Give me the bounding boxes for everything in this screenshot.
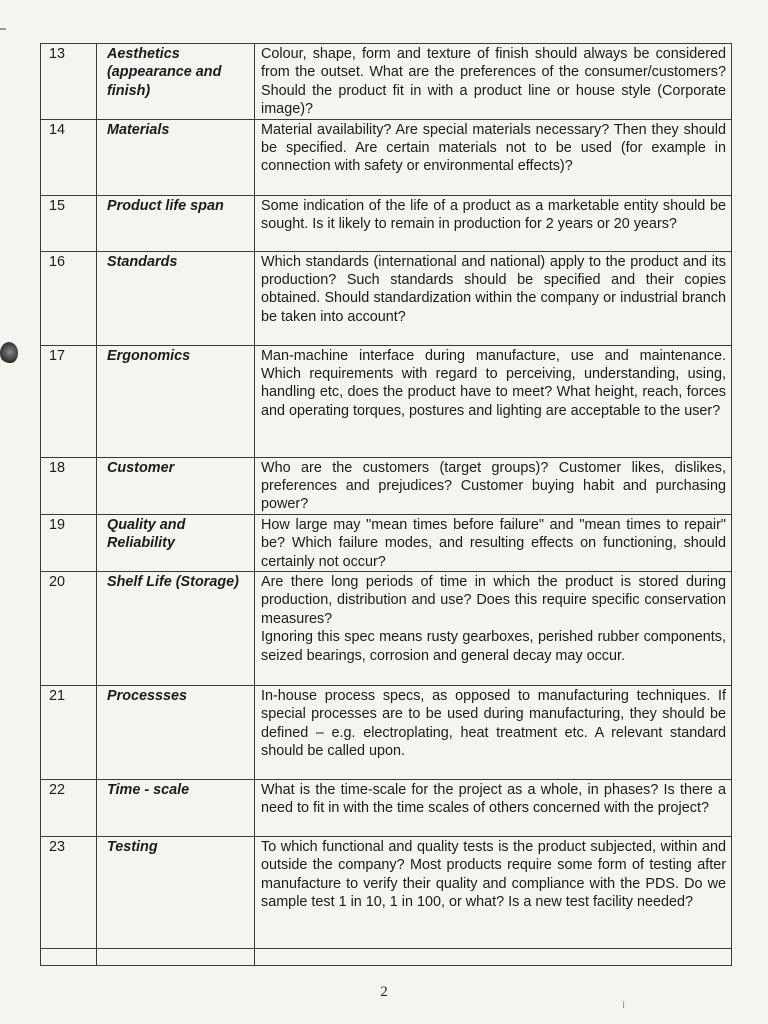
row-description: What is the time-scale for the project as a whole, in phases? Is there a need to fit in with the time scales of others concerned with the project? bbox=[255, 780, 732, 837]
row-description: Man-machine interface during manufacture, use and maintenance. Which requirements with regard to perceiving, understanding, using, handling etc, does the product have to meet? What height, reach, forces and operating torques, postures and lighting are acceptable to the user? bbox=[255, 345, 732, 457]
empty-cell bbox=[97, 949, 255, 966]
table-row bbox=[41, 44, 732, 120]
empty-cell bbox=[41, 949, 97, 966]
row-title: Ergonomics bbox=[97, 345, 255, 457]
row-number: 22 bbox=[41, 780, 97, 837]
table-row bbox=[41, 457, 732, 514]
row-description: Who are the customers (target groups)? Customer likes, dislikes, preferences and prejudices? Customer buying habit and purchasing power? bbox=[255, 457, 732, 514]
row-description-paragraph: Ignoring this spec means rusty gearboxes, perished rubber components, seized bearings, corrosion and general decay may occur. bbox=[261, 629, 726, 664]
punch-hole-mark bbox=[0, 342, 18, 364]
row-description-paragraph: Are there long periods of time in which the product is stored during production, distribution and use? Does this require specific conservation measures? bbox=[261, 574, 726, 627]
row-description bbox=[255, 572, 732, 686]
row-title: Standards bbox=[97, 251, 255, 345]
row-number: 15 bbox=[41, 195, 97, 251]
table-row bbox=[41, 837, 732, 949]
row-number: 16 bbox=[41, 251, 97, 345]
row-description: To which functional and quality tests is the product subjected, within and outside the company? Most products require some form of testing after manufacture to verify their quality and compliance with the PDS. Do we sample test 1 in 10, 1 in 100, or what? Is a new test facility needed? bbox=[255, 837, 732, 949]
row-number: 20 bbox=[41, 572, 97, 686]
row-title: Product life span bbox=[97, 195, 255, 251]
row-title: Testing bbox=[97, 837, 255, 949]
row-number: 14 bbox=[41, 119, 97, 195]
row-description: In-house process specs, as opposed to manufacturing techniques. If special processes are to be used during manufacturing, they should be defined – e.g. electroplating, heat treatment etc. A relevant standard should be called upon. bbox=[255, 686, 732, 780]
table-row bbox=[41, 572, 732, 686]
page-number: 2 bbox=[380, 984, 388, 1000]
row-description: Some indication of the life of a product as a marketable entity should be sought. Is it likely to remain in production for 2 years or 20 years? bbox=[255, 195, 732, 251]
row-title: Processses bbox=[97, 686, 255, 780]
scan-artifact: ⁞ bbox=[622, 1000, 626, 1011]
empty-cell bbox=[255, 949, 732, 966]
specification-table bbox=[40, 43, 732, 966]
row-title: Quality and Reliability bbox=[97, 514, 255, 571]
table-row bbox=[41, 345, 732, 457]
row-description: How large may "mean times before failure" and "mean times to repair" be? Which failure modes, and resulting effects on functioning, should certainly not occur? bbox=[255, 514, 732, 571]
row-number: 18 bbox=[41, 457, 97, 514]
row-description: Colour, shape, form and texture of finish should always be considered from the outset. What are the preferences of the consumer/customers? Should the product fit in with a product line or house style (Corporate image)? bbox=[255, 44, 732, 120]
table-row bbox=[41, 195, 732, 251]
table-row bbox=[41, 251, 732, 345]
row-title: Aesthetics (appearance and finish) bbox=[97, 44, 255, 120]
scan-artifact bbox=[0, 28, 6, 30]
row-number: 13 bbox=[41, 44, 97, 120]
table-row bbox=[41, 514, 732, 571]
row-title: Customer bbox=[97, 457, 255, 514]
table-row-empty bbox=[41, 949, 732, 966]
row-number: 19 bbox=[41, 514, 97, 571]
table-row bbox=[41, 119, 732, 195]
row-description: Material availability? Are special materials necessary? Then they should be specified. Are certain materials not to be used (for example in connection with safety or environmental effects)? bbox=[255, 119, 732, 195]
row-number: 23 bbox=[41, 837, 97, 949]
row-description: Which standards (international and national) apply to the product and its production? Such standards should be specified and their copies obtained. Should standardization within the company or industrial branch be taken into account? bbox=[255, 251, 732, 345]
table-row bbox=[41, 686, 732, 780]
row-title: Materials bbox=[97, 119, 255, 195]
row-number: 21 bbox=[41, 686, 97, 780]
table-row bbox=[41, 780, 732, 837]
row-title: Shelf Life (Storage) bbox=[97, 572, 255, 686]
row-title: Time - scale bbox=[97, 780, 255, 837]
row-number: 17 bbox=[41, 345, 97, 457]
